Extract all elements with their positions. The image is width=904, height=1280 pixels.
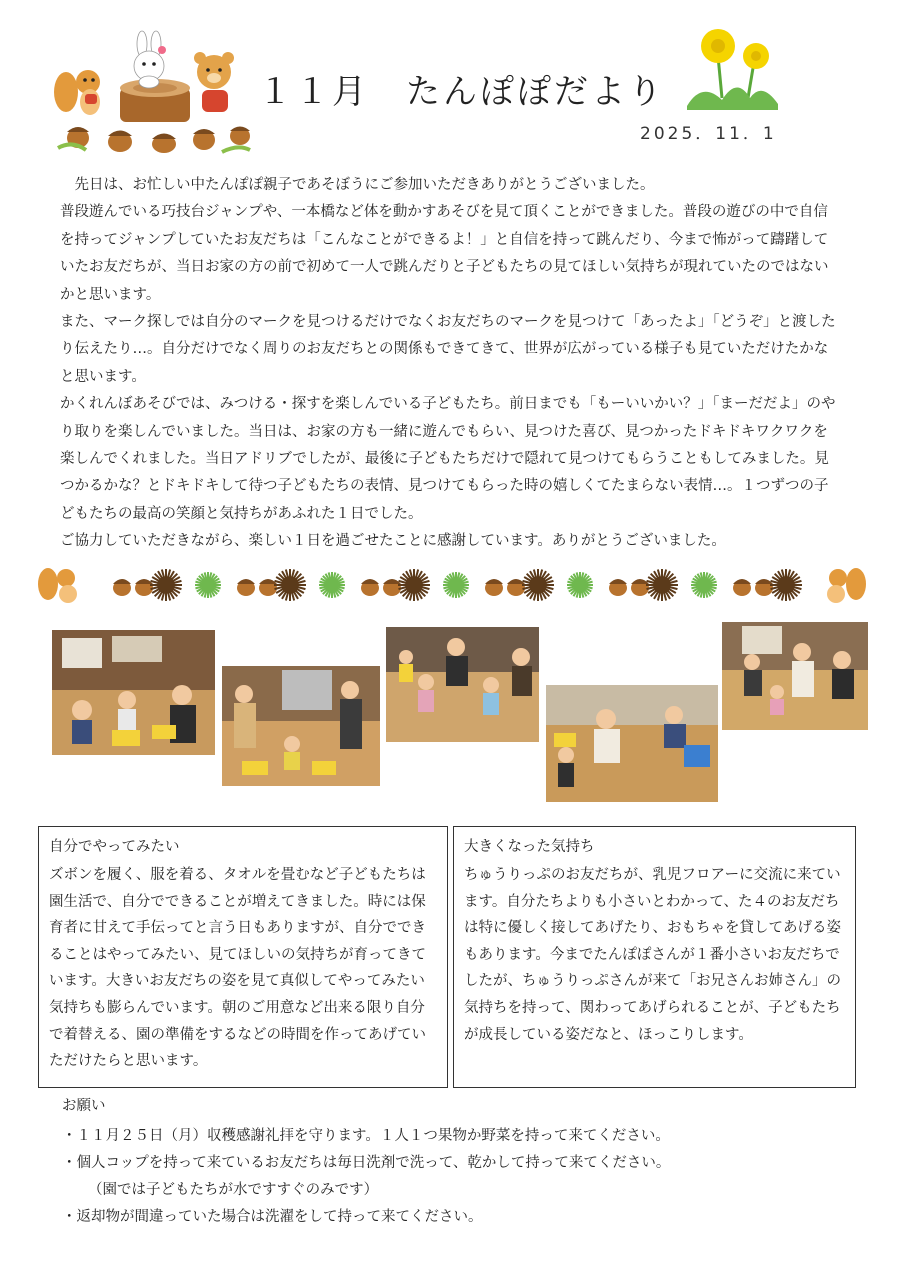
chestnut-burr-icon xyxy=(646,569,678,601)
acorn-icon xyxy=(485,579,503,596)
photo-blocks-play xyxy=(546,685,718,802)
issue-date: 2025．11．1 xyxy=(640,124,777,144)
chestnut-burr-icon xyxy=(274,569,306,601)
squirrel-icon xyxy=(38,568,77,603)
acorn-icon xyxy=(507,579,525,596)
acorns-icon xyxy=(58,127,250,154)
acorn-icon xyxy=(237,579,255,596)
intro-text xyxy=(60,172,840,556)
green-burr-icon xyxy=(443,572,469,598)
requests-list xyxy=(62,1123,822,1231)
request-item xyxy=(62,1204,822,1231)
intro-paragraph: ご協力していただきながら、楽しい１日を過ごせたことに感謝しています。ありがとうございました。 xyxy=(60,533,726,550)
bear-icon xyxy=(194,52,234,112)
green-burr-icon xyxy=(319,572,345,598)
section-heading: 自分でやってみたい xyxy=(49,839,180,855)
acorn-icon xyxy=(259,579,277,596)
chestnut-burr-icon xyxy=(398,569,430,601)
squirrel-icon xyxy=(54,70,100,115)
photo-families-gathering xyxy=(722,622,868,730)
squirrel-icon xyxy=(827,568,866,603)
requests-section xyxy=(62,1094,822,1231)
section-body: ちゅうりっぷのお友だちが、乳児フロアーに交流に来ています。自分たちよりも小さいとわかって、た４のお友だちは特に優しく接してあげたり、おもちゃを貸してあげる姿もあります。今までたんぽぽさんが１番小さいお友だちでしたが、ちゅうりっぷさんが来て「お兄さんお姉さん」の気持ちを持って、関わってあげられることが、子どもたちが成長している姿だなと、ほっこりします。 xyxy=(464,867,841,1043)
acorn-icon xyxy=(733,579,751,596)
request-item xyxy=(62,1123,822,1150)
section-body: ズボンを履く、服を着る、タオルを畳むなど子どもたちは園生活で、自分でできることが増えてきました。時には保育者に甘えて手伝ってと言う日もありますが、自分でできることはやってみたい、見てほしいの気持ちが育ってきています。大きいお友だちの姿を見て真似してやってみたい気持ちも膨らんでいます。朝のご用意など出来る限り自分で着替える、園の準備をするなどの時間を作ってあげていただけたらと思います。 xyxy=(49,867,426,1070)
request-item xyxy=(62,1150,822,1204)
animals-illustration xyxy=(52,30,252,155)
newsletter-title: １１月 たんぽぽだより xyxy=(258,72,665,112)
acorn-icon xyxy=(135,579,153,596)
green-burr-icon xyxy=(195,572,221,598)
requests-title: お願い xyxy=(62,1098,106,1114)
green-burr-icon xyxy=(691,572,717,598)
photo-parent-child-play xyxy=(222,666,380,786)
section-heading: 大きくなった気持ち xyxy=(464,839,595,855)
request-text: ・１１月２５日（月）収穫感謝礼拝を守ります。１人１つ果物か野菜を持って来てください。 xyxy=(62,1128,670,1144)
acorn-icon xyxy=(383,579,401,596)
dandelion-icon xyxy=(682,26,782,112)
chestnut-burr-icon xyxy=(522,569,554,601)
intro-paragraph: 普段遊んでいる巧技台ジャンプや、一本橋など体を動かすあそびを見て頂くことができました。普段の遊びの中で自信を持ってジャンプしていたお友だちは「こんなことができるよ！」と自信を持って跳んだり、今まで怖がって躊躇していたお友だちが、当日お家の方の前で初めて一人で跳んだりと子どもたちの見てほしい気持ちが現れていたのではないかと思います。 xyxy=(60,204,829,303)
photo-group-activity xyxy=(386,627,539,742)
section-self-doing xyxy=(38,826,448,1088)
request-note: （園では子どもたちが水ですすぐのみです） xyxy=(88,1182,379,1198)
intro-paragraph: また、マーク探しでは自分のマークを見つけるだけでなくお友だちのマークを見つけて「あったよ」「どうぞ」と渡したり伝えたり…。自分だけでなく周りのお友だちとの関係もできてきて、世界が広がっている様子も見ていただけたかなと思います。 xyxy=(60,314,836,385)
autumn-border xyxy=(32,560,872,610)
photo-classroom-play xyxy=(52,630,215,755)
acorn-icon xyxy=(755,579,773,596)
intro-paragraph: 先日は、お忙しい中たんぽぽ親子であそぼうにご参加いただきありがとうございました。 xyxy=(60,177,655,193)
chestnut-burr-icon xyxy=(150,569,182,601)
request-text: ・返却物が間違っていた場合は洗濯をして持って来てください。 xyxy=(62,1209,483,1225)
green-burr-icon xyxy=(567,572,593,598)
section-growing-feelings xyxy=(453,826,856,1088)
acorn-icon xyxy=(631,579,649,596)
intro-paragraph: かくれんぼあそびでは、みつける・探すを楽しんでいる子どもたち。前日までも「もーいいかい？」「まーだだよ」のやり取りを楽しんでいました。当日は、お家の方も一緒に遊んでもらい、見つけた喜び、見つかったドキドキワクワクを楽しんでくれました。当日アドリブでしたが、最後に子どもたちだけで隠れて見つけてもらうこともしてみました。見つかるかな？とドキドキして待つ子どもたちの表情、見つけてもらった時の嬉しくてたまらない表情…。１つずつの子どもたちの最高の笑顔と気持ちがあふれた１日でした。 xyxy=(60,396,836,522)
acorn-icon xyxy=(609,579,627,596)
chestnut-burr-icon xyxy=(770,569,802,601)
request-text: ・個人コップを持って来ているお友だちは毎日洗剤で洗って、乾かして持って来てください。 xyxy=(62,1155,671,1171)
acorn-icon xyxy=(113,579,131,596)
acorn-icon xyxy=(361,579,379,596)
